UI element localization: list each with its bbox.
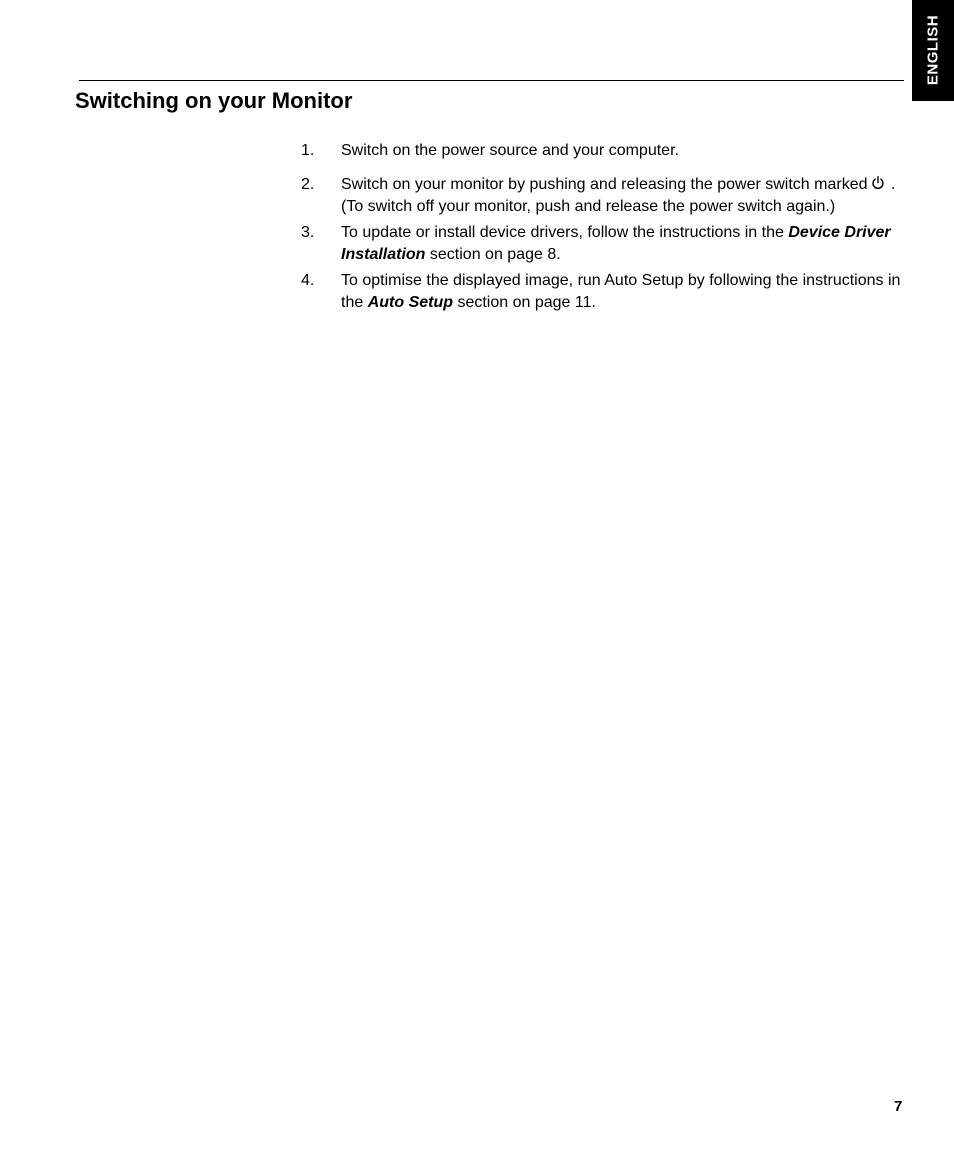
language-tab-label: ENGLISH — [924, 14, 942, 86]
list-item — [301, 270, 901, 314]
step-text: Switch on the power source and your computer. — [341, 142, 679, 159]
list-item — [301, 222, 901, 266]
section-reference: Auto Setup — [367, 294, 454, 311]
step-number: 2. — [301, 176, 315, 193]
section-reference: Device Driver Installation — [341, 224, 891, 263]
step-number: 3. — [301, 224, 315, 241]
power-icon — [871, 176, 885, 190]
step-note: (To switch off your monitor, push and release the power switch again.) — [341, 198, 836, 215]
step-text-end: section on page 8. — [425, 246, 561, 263]
header-rule — [79, 80, 904, 81]
step-text: To update or install device drivers, follow the instructions in the — [341, 224, 789, 241]
list-item — [301, 174, 901, 218]
step-text-end: . — [886, 176, 896, 193]
steps-list — [301, 140, 901, 314]
list-item — [301, 140, 901, 162]
section-title: Switching on your Monitor — [75, 88, 353, 113]
language-tab — [912, 0, 954, 101]
step-number: 4. — [301, 272, 315, 289]
step-text: To optimise the displayed image, run Auto Setup by following the instructions in the — [341, 272, 901, 311]
step-text-end: section on page 11. — [453, 294, 596, 311]
step-number: 1. — [301, 142, 315, 159]
step-text: Switch on your monitor by pushing and releasing the power switch marked — [341, 176, 868, 193]
page-number: 7 — [894, 1098, 903, 1115]
